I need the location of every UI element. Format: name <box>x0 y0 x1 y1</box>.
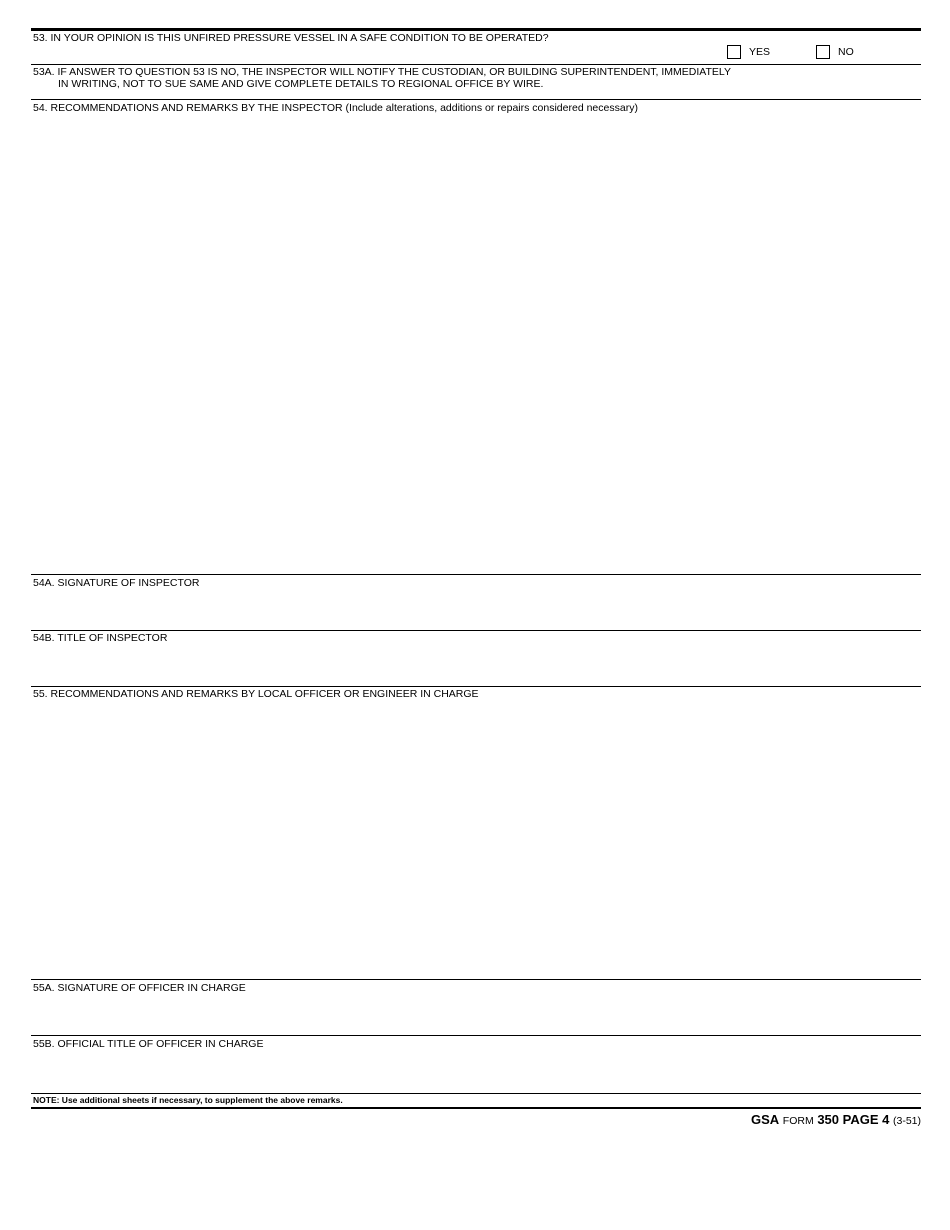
q53-no-checkbox[interactable] <box>816 45 830 59</box>
q53-label: 53. IN YOUR OPINION IS THIS UNFIRED PRESSURE VESSEL IN A SAFE CONDITION TO BE OPERATED? <box>33 32 549 44</box>
q54a-signature-field[interactable] <box>31 591 921 629</box>
q55b-label: 55B. OFFICIAL TITLE OF OFFICER IN CHARGE <box>33 1038 264 1050</box>
divider <box>31 574 921 575</box>
bottom-border <box>31 1107 921 1109</box>
q55b-title-field[interactable] <box>31 1052 921 1090</box>
q55-remarks-field[interactable] <box>31 702 921 977</box>
q53-yes-option[interactable] <box>727 45 770 59</box>
q55-label: 55. RECOMMENDATIONS AND REMARKS BY LOCAL OFFICER OR ENGINEER IN CHARGE <box>33 688 479 700</box>
q54b-title-field[interactable] <box>31 646 921 684</box>
q53-yes-label: YES <box>749 46 771 58</box>
footer-agency: GSA <box>750 1112 780 1127</box>
q53-no-option[interactable] <box>816 45 854 59</box>
q55a-label: 55A. SIGNATURE OF OFFICER IN CHARGE <box>33 982 246 994</box>
q54-remarks-field[interactable] <box>31 116 921 572</box>
note-text: NOTE: Use additional sheets if necessary, to supplement the above remarks. <box>33 1095 343 1105</box>
divider <box>31 1093 921 1094</box>
q54-label: 54. RECOMMENDATIONS AND REMARKS BY THE INSPECTOR (Include alterations, additions or repairs considered necessary) <box>33 102 638 114</box>
footer-revision: (3-51) <box>892 1115 921 1127</box>
footer-form-number: 350 PAGE 4 <box>817 1112 890 1127</box>
q53a-line-2: IN WRITING, NOT TO SUE SAME AND GIVE COMPLETE DETAILS TO REGIONAL OFFICE BY WIRE. <box>58 78 544 90</box>
form-footer <box>751 1112 921 1127</box>
top-border <box>31 28 921 31</box>
q54b-label: 54B. TITLE OF INSPECTOR <box>33 632 168 644</box>
divider <box>31 1035 921 1036</box>
q55a-signature-field[interactable] <box>31 996 921 1034</box>
divider <box>31 64 921 65</box>
divider <box>31 686 921 687</box>
divider <box>31 99 921 100</box>
divider <box>31 630 921 631</box>
footer-form-word: FORM <box>782 1115 814 1127</box>
q53a-label <box>33 66 731 90</box>
q54a-label: 54A. SIGNATURE OF INSPECTOR <box>33 577 200 589</box>
q53a-line-1: 53A. IF ANSWER TO QUESTION 53 IS NO, THE INSPECTOR WILL NOTIFY THE CUSTODIAN, OR BUILDING SUPERINTENDENT, IMMEDIATELY <box>33 66 731 78</box>
divider <box>31 979 921 980</box>
q53-yes-checkbox[interactable] <box>727 45 741 59</box>
q53-no-label: NO <box>838 46 854 58</box>
